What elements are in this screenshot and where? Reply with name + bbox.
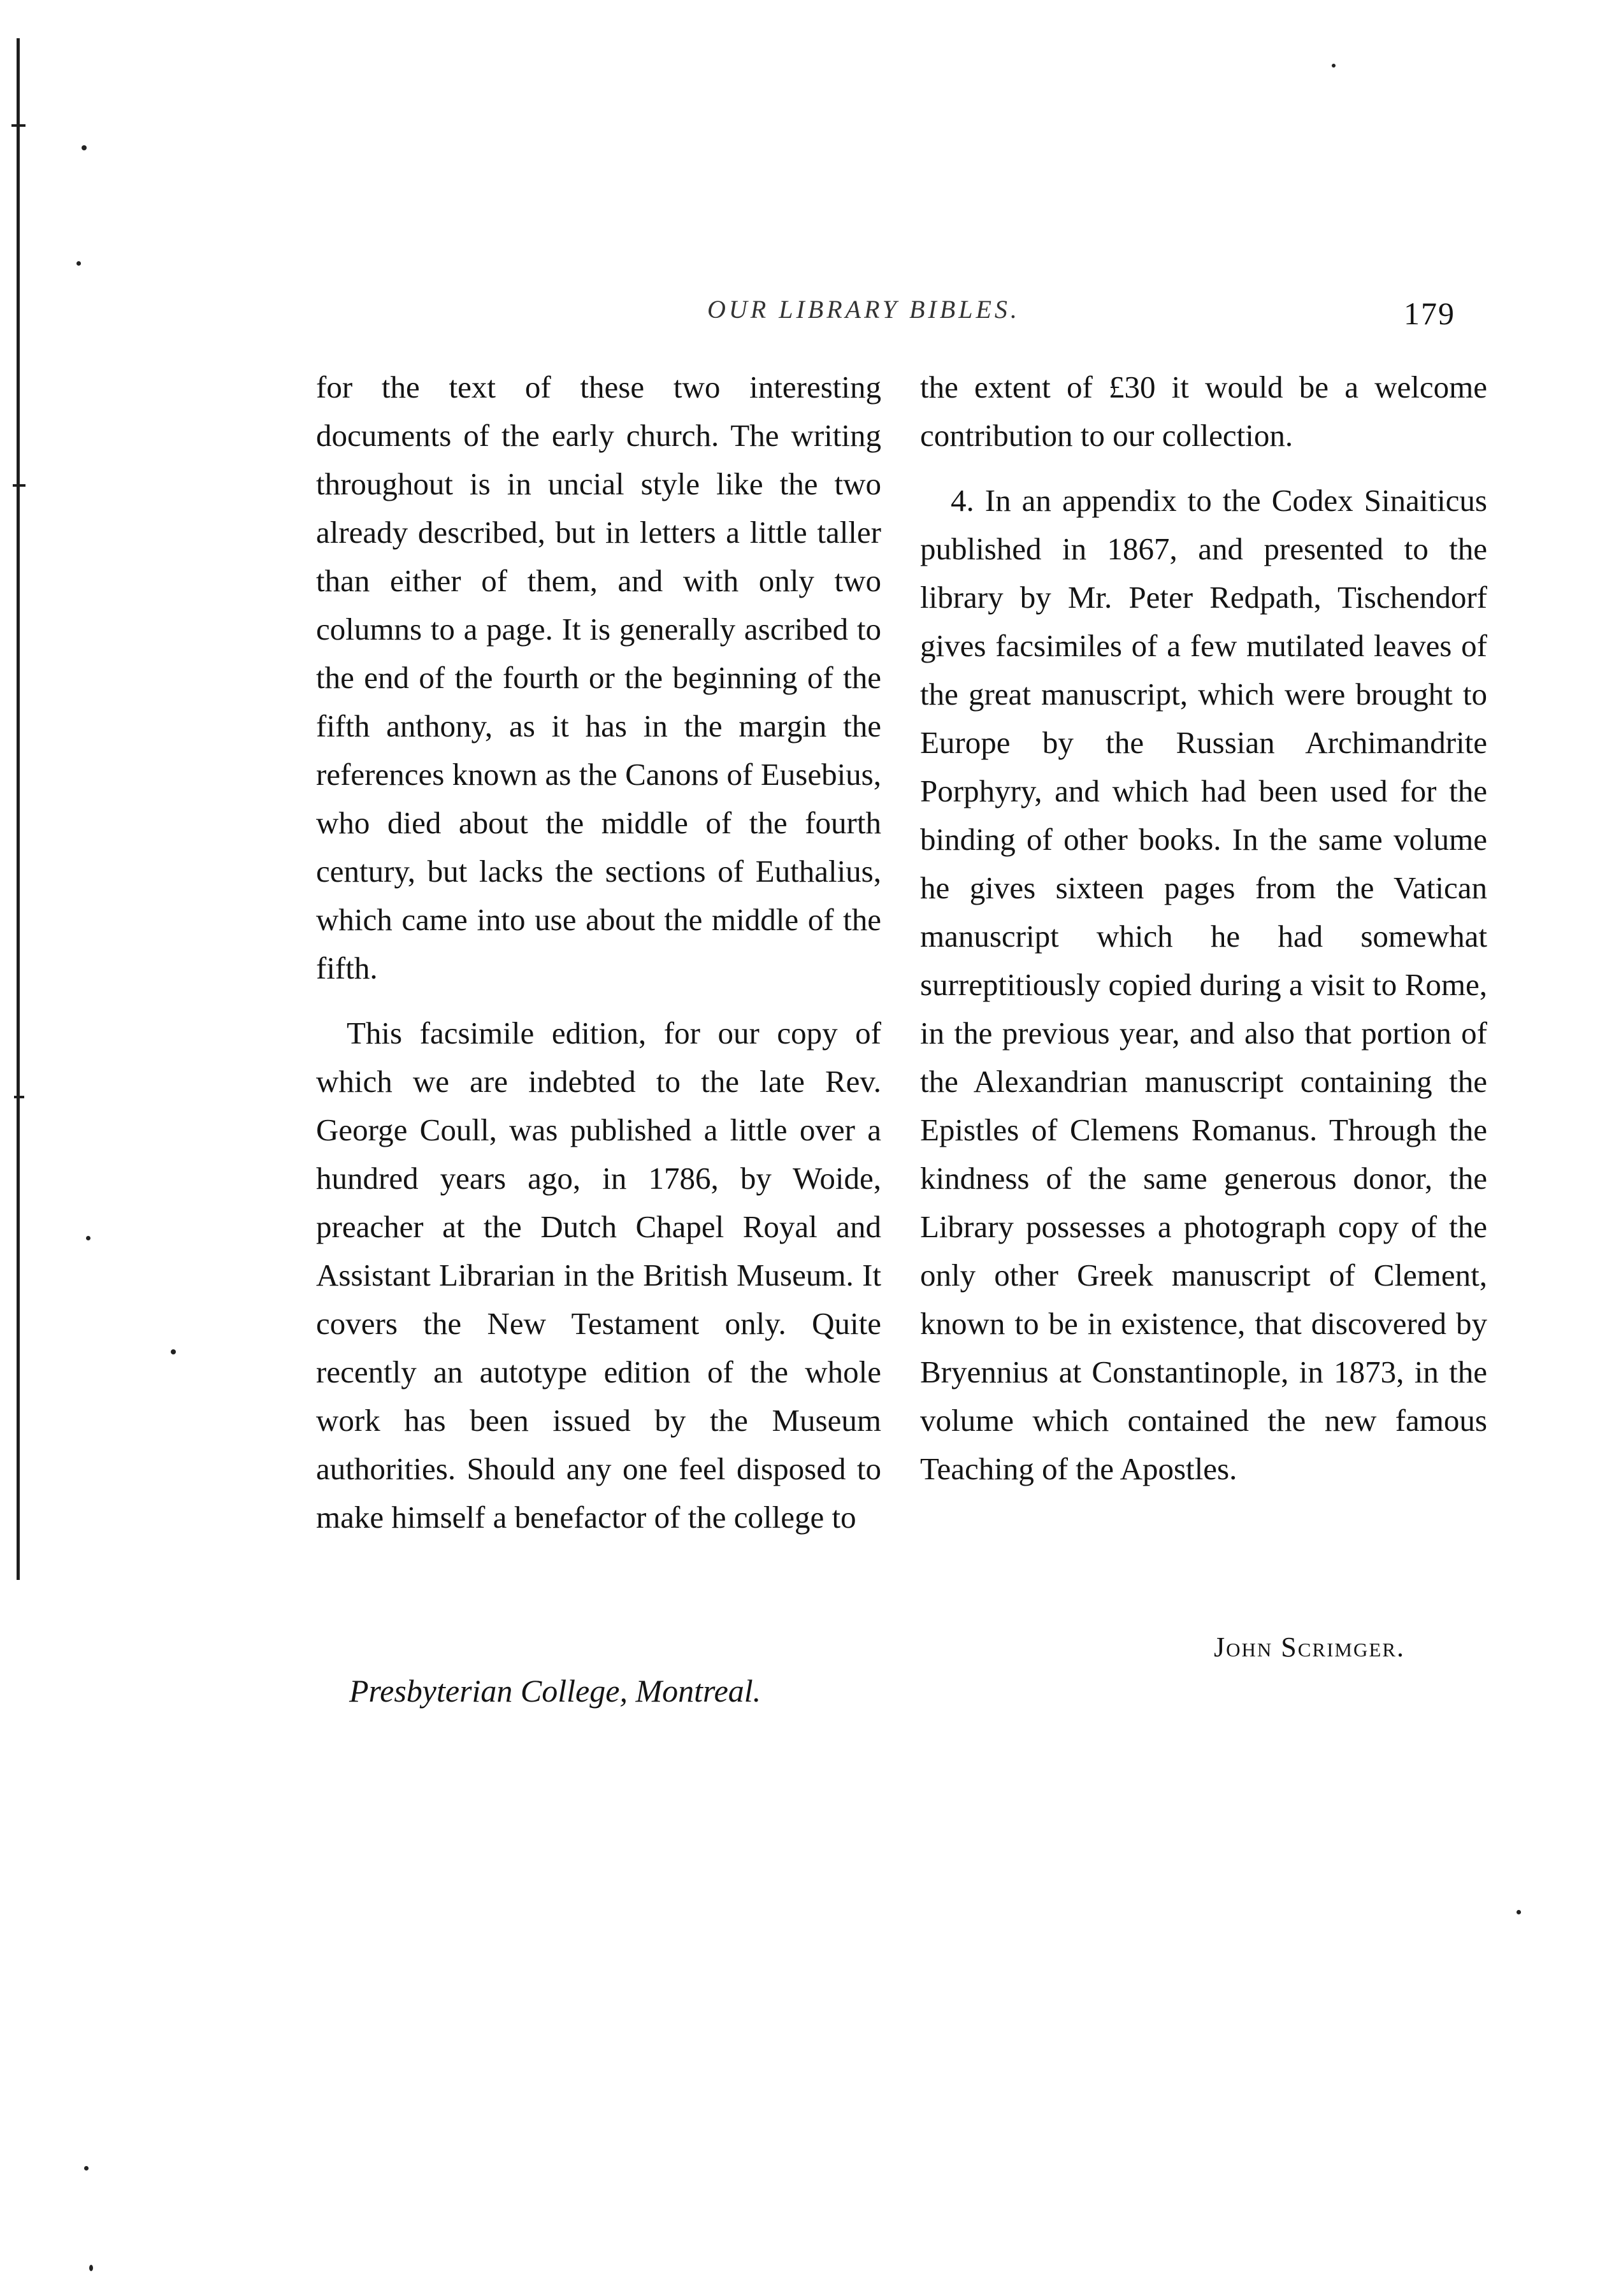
scan-speck [76,261,81,266]
running-title: OUR LIBRARY BIBLES. [707,295,1020,324]
scan-speck [1332,64,1336,68]
right-paragraph-1: the extent of £30 it would be a welcome contribution to our collection. [920,370,1487,453]
right-column [920,363,1487,1493]
scan-edge-line [13,484,25,487]
scan-edge-line [11,124,25,127]
author-signature: John Scrimger. [1214,1632,1405,1663]
scan-edge-line [17,38,20,1580]
dateline: Presbyterian College, Montreal. [349,1673,761,1709]
scan-speck [84,2166,89,2170]
scan-speck [171,1349,176,1354]
scan-speck [1517,1910,1521,1914]
left-paragraph-1: for the text of these two interesting documents of the early church. The writing throughout is in uncial style like the two already described, but in letters a little taller than either of them, and with only two columns to a page. It is generally ascribed to the end of the fourth or the beginning of the fifth anthony, as it has in the margin the references known as the Canons of Eusebius, who died about the middle of the fourth century, but lacks the sections of Euthalius, which came into use about the middle of the fifth. [316,370,881,986]
scan-edge-line [14,1096,24,1098]
right-paragraph-2: 4. In an appendix to the Codex Sinaiticus published in 1867, and presented to the library by Mr. Peter Redpath, Tischendorf gives facsimiles of a few mutilated leaves of the great manuscript, which were brought to Europe by the Russian Archimandrite Porphyry, and which had been used for the binding of other books. In the same volume he gives sixteen pages from the Vatican manuscript which he had somewhat surreptitiously copied during a visit to Rome, in the previous year, and also that portion of the Alexandrian manuscript containing the Epistles of Clemens Romanus. Through the kindness of the same generous donor, the Library possesses a photograph copy of the only other Greek manuscript of Clement, known to be in existence, that discovered by Bryennius at Constantinople, in 1873, in the volume which contained the new famous Teaching of the Apostles. [920,483,1487,1486]
left-column [316,363,881,1542]
left-paragraph-2: This facsimile edition, for our copy of which we are indebted to the late Rev. George Coull, was published a little over a hundred years ago, in 1786, by Woide, preacher at the Dutch Chapel Royal and Assistant Librarian in the British Museum. It covers the New Testament only. Quite recently an autotype edition of the whole work has been issued by the Museum authorities. Should any one feel disposed to make himself a benefactor of the college to [316,1015,881,1535]
scan-speck [89,2265,93,2271]
scan-speck [86,1236,90,1240]
page-number: 179 [1404,296,1455,331]
scan-speck [82,145,87,150]
